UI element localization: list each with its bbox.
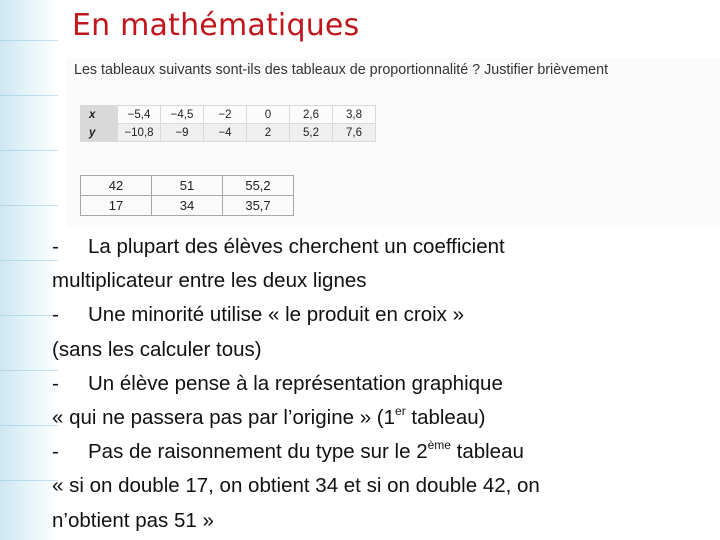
bullet-text: « si on double 17, on obtient 34 et si on double 42, on xyxy=(52,474,540,498)
decorative-line xyxy=(0,260,58,261)
bullet-text: tableau) xyxy=(405,406,486,430)
table-cell: 2,6 xyxy=(290,106,333,124)
bullet-text: « qui ne passera pas par l’origine » (1 xyxy=(52,406,396,430)
exercise-scan xyxy=(66,58,720,228)
decorative-line xyxy=(0,40,58,41)
superscript: ème xyxy=(427,438,451,453)
bullet-text: Un élève pense à la représentation graphique xyxy=(88,371,503,395)
table-row-header: x xyxy=(81,106,118,124)
bullet-line xyxy=(52,401,712,435)
table-cell: −9 xyxy=(161,124,204,142)
decorative-line xyxy=(0,205,58,206)
bullet-text: multiplicateur entre les deux lignes xyxy=(52,269,367,293)
decorative-left-strip xyxy=(0,0,58,540)
superscript: er xyxy=(395,404,406,419)
table-row xyxy=(81,106,376,124)
decorative-line xyxy=(0,370,58,371)
table-cell: 2 xyxy=(247,124,290,142)
bullet-line xyxy=(52,435,712,469)
table-row xyxy=(81,196,294,216)
bullet-dash: - xyxy=(52,303,59,327)
bullet-text: Pas de raisonnement du type sur le 2 xyxy=(88,440,428,464)
decorative-line xyxy=(0,95,58,96)
table-cell: 42 xyxy=(81,176,152,196)
table-cell: 5,2 xyxy=(290,124,333,142)
bullet-line xyxy=(52,367,712,401)
decorative-line xyxy=(0,150,58,151)
proportionality-table-1 xyxy=(80,105,376,142)
table-cell: 7,6 xyxy=(333,124,376,142)
bullet-text: La plupart des élèves cherchent un coefficient xyxy=(88,235,505,258)
table-cell: −10,8 xyxy=(118,124,161,142)
table-cell: −5,4 xyxy=(118,106,161,124)
bullet-dash: - xyxy=(52,371,59,395)
table-row xyxy=(81,176,294,196)
bullet-text: n’obtient pas 51 » xyxy=(52,508,214,532)
table-cell: −2 xyxy=(204,106,247,124)
bullet-line xyxy=(52,264,712,298)
proportionality-table-2 xyxy=(80,175,294,216)
bullet-line xyxy=(52,230,712,264)
bullet-text: tableau xyxy=(450,440,524,464)
table-row xyxy=(81,124,376,142)
bullet-line xyxy=(52,333,712,367)
table-cell: 35,7 xyxy=(223,196,294,216)
bullet-text: Une minorité utilise « le produit en croix » xyxy=(88,303,465,327)
exercise-question: Les tableaux suivants sont-ils des tableaux de proportionnalité ? Justifier brièvement xyxy=(74,62,609,78)
observations-list xyxy=(52,230,712,538)
bullet-line xyxy=(52,298,712,332)
bullet-text: (sans les calculer tous) xyxy=(52,337,262,361)
table-cell: 17 xyxy=(81,196,152,216)
bullet-dash: - xyxy=(52,440,59,464)
table-cell: 3,8 xyxy=(333,106,376,124)
bullet-line xyxy=(52,469,712,503)
bullet-line xyxy=(52,504,712,538)
bullet-dash: - xyxy=(52,235,59,258)
table-cell: 51 xyxy=(152,176,223,196)
table-cell: 0 xyxy=(247,106,290,124)
decorative-line xyxy=(0,480,58,481)
table-row-header: y xyxy=(81,124,118,142)
table-cell: 55,2 xyxy=(223,176,294,196)
slide-title: En mathématiques xyxy=(72,8,360,43)
table-cell: 34 xyxy=(152,196,223,216)
table-cell: −4 xyxy=(204,124,247,142)
decorative-line xyxy=(0,425,58,426)
table-cell: −4,5 xyxy=(161,106,204,124)
decorative-line xyxy=(0,315,58,316)
